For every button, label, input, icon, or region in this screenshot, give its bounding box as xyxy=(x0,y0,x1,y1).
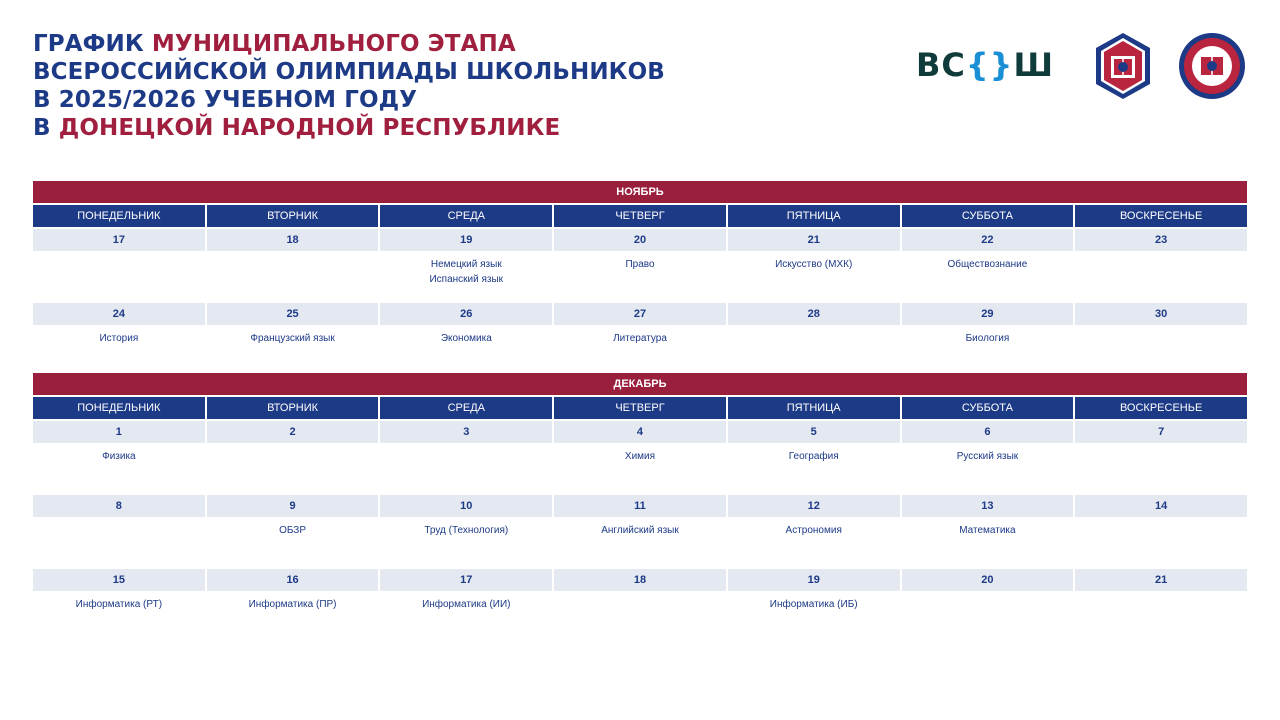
subject-cell: ОБЗР xyxy=(279,525,307,536)
title-line-4 xyxy=(33,114,665,142)
subject-row xyxy=(33,251,1247,301)
subject-cell: Искусство (МХК) xyxy=(775,259,853,270)
date-cell: 19 xyxy=(728,569,900,591)
weekday-thursday: ЧЕТВЕРГ xyxy=(554,205,726,227)
date-cell: 5 xyxy=(728,421,900,443)
date-cell: 3 xyxy=(380,421,552,443)
vsosh-logo xyxy=(916,46,1054,84)
date-cell: 20 xyxy=(902,569,1074,591)
title-line-3: В 2025/2026 УЧЕБНОМ ГОДУ xyxy=(33,87,418,113)
round-book-seal-icon xyxy=(1178,32,1246,100)
date-cell: 15 xyxy=(33,569,205,591)
date-cell: 17 xyxy=(380,569,552,591)
subject-cell xyxy=(33,251,205,301)
weekday-monday: ПОНЕДЕЛЬНИК xyxy=(33,205,205,227)
date-row xyxy=(33,569,1247,591)
date-cell: 7 xyxy=(1075,421,1247,443)
subject-cell xyxy=(207,443,379,493)
subject-row xyxy=(33,591,1247,617)
subject-row xyxy=(33,325,1247,351)
date-row xyxy=(33,229,1247,251)
date-cell: 29 xyxy=(902,303,1074,325)
subject-cell: Информатика (ИИ) xyxy=(422,599,511,610)
weekday-header-row xyxy=(33,205,1247,227)
title-prefix-in: В xyxy=(33,115,59,141)
vsosh-logo-brace-open: { xyxy=(965,46,990,84)
weekday-monday: ПОНЕДЕЛЬНИК xyxy=(33,397,205,419)
weekday-thursday: ЧЕТВЕРГ xyxy=(554,397,726,419)
date-row xyxy=(33,421,1247,443)
date-cell: 25 xyxy=(207,303,379,325)
subject-cell: Биология xyxy=(965,333,1010,344)
date-row xyxy=(33,303,1247,325)
weekday-tuesday: ВТОРНИК xyxy=(207,205,379,227)
date-cell: 28 xyxy=(728,303,900,325)
vsosh-logo-right: Ш xyxy=(1013,46,1054,84)
book-emblem-icon xyxy=(1094,32,1152,100)
weekday-saturday: СУББОТА xyxy=(902,397,1074,419)
vsosh-logo-brace-close: } xyxy=(989,46,1014,84)
month-header-november: НОЯБРЬ xyxy=(33,181,1247,203)
weekday-wednesday: СРЕДА xyxy=(380,397,552,419)
december-calendar xyxy=(33,373,1247,617)
date-cell: 21 xyxy=(1075,569,1247,591)
subject-cell: Обществознание xyxy=(947,259,1028,270)
weekday-saturday: СУББОТА xyxy=(902,205,1074,227)
date-cell: 23 xyxy=(1075,229,1247,251)
date-cell: 18 xyxy=(554,569,726,591)
subject-cell xyxy=(554,591,726,617)
date-cell: 4 xyxy=(554,421,726,443)
subject-cell: Математика xyxy=(959,525,1016,536)
title-stage: МУНИЦИПАЛЬНОГО ЭТАПА xyxy=(151,31,516,57)
subject-cell: Труд (Технология) xyxy=(424,525,509,536)
subject-cell xyxy=(33,517,205,567)
date-cell: 9 xyxy=(207,495,379,517)
subject-cell: Английский язык xyxy=(601,525,679,536)
subject-cell: Информатика (ПР) xyxy=(248,599,337,610)
date-cell: 24 xyxy=(33,303,205,325)
subject-cell: Французский язык xyxy=(250,333,335,344)
subject-cell xyxy=(902,591,1074,617)
date-cell: 2 xyxy=(207,421,379,443)
date-cell: 13 xyxy=(902,495,1074,517)
subject-cell xyxy=(207,251,379,301)
subject-cell: Экономика xyxy=(440,333,492,344)
title-region: ДОНЕЦКОЙ НАРОДНОЙ РЕСПУБЛИКЕ xyxy=(58,115,561,141)
weekday-tuesday: ВТОРНИК xyxy=(207,397,379,419)
subject-cell xyxy=(1075,517,1247,567)
subject-cell xyxy=(380,443,552,493)
november-calendar xyxy=(33,181,1247,351)
month-header-december: ДЕКАБРЬ xyxy=(33,373,1247,395)
date-cell: 1 xyxy=(33,421,205,443)
date-cell: 11 xyxy=(554,495,726,517)
title-line-2: ВСЕРОССИЙСКОЙ ОЛИМПИАДЫ ШКОЛЬНИКОВ xyxy=(33,59,665,85)
weekday-wednesday: СРЕДА xyxy=(380,205,552,227)
page-title xyxy=(33,30,665,142)
title-word-schedule: ГРАФИК xyxy=(33,31,152,57)
date-cell: 18 xyxy=(207,229,379,251)
date-cell: 26 xyxy=(380,303,552,325)
date-cell: 19 xyxy=(380,229,552,251)
subject-cell xyxy=(1075,325,1247,351)
subject-cell: Химия xyxy=(624,451,656,462)
weekday-sunday: ВОСКРЕСЕНЬЕ xyxy=(1075,205,1247,227)
date-cell: 20 xyxy=(554,229,726,251)
date-cell: 6 xyxy=(902,421,1074,443)
date-cell: 17 xyxy=(33,229,205,251)
subject-cell: Физика xyxy=(102,451,136,462)
subject-cell: Немецкий язык Испанский язык xyxy=(429,259,504,285)
vsosh-logo-left: ВС xyxy=(916,46,966,84)
date-cell: 27 xyxy=(554,303,726,325)
weekday-header-row xyxy=(33,397,1247,419)
subject-cell: Астрономия xyxy=(785,525,842,536)
logo-group xyxy=(912,32,1252,102)
date-cell: 30 xyxy=(1075,303,1247,325)
subject-cell: География xyxy=(788,451,839,462)
subject-row xyxy=(33,517,1247,567)
subject-cell xyxy=(728,325,900,351)
subject-cell: Право xyxy=(625,259,655,270)
date-cell: 21 xyxy=(728,229,900,251)
subject-cell: История xyxy=(99,333,139,344)
title-line-1 xyxy=(33,30,665,58)
date-cell: 16 xyxy=(207,569,379,591)
subject-cell xyxy=(1075,251,1247,301)
subject-cell: Информатика (ИБ) xyxy=(769,599,858,610)
date-cell: 8 xyxy=(33,495,205,517)
subject-cell xyxy=(1075,591,1247,617)
weekday-friday: ПЯТНИЦА xyxy=(728,397,900,419)
subject-cell xyxy=(1075,443,1247,493)
date-row xyxy=(33,495,1247,517)
subject-cell: Русский язык xyxy=(956,451,1019,462)
subject-cell: Информатика (РТ) xyxy=(75,599,163,610)
date-cell: 12 xyxy=(728,495,900,517)
weekday-sunday: ВОСКРЕСЕНЬЕ xyxy=(1075,397,1247,419)
date-cell: 10 xyxy=(380,495,552,517)
date-cell: 14 xyxy=(1075,495,1247,517)
subject-cell: Литература xyxy=(613,333,667,344)
subject-row xyxy=(33,443,1247,493)
date-cell: 22 xyxy=(902,229,1074,251)
weekday-friday: ПЯТНИЦА xyxy=(728,205,900,227)
